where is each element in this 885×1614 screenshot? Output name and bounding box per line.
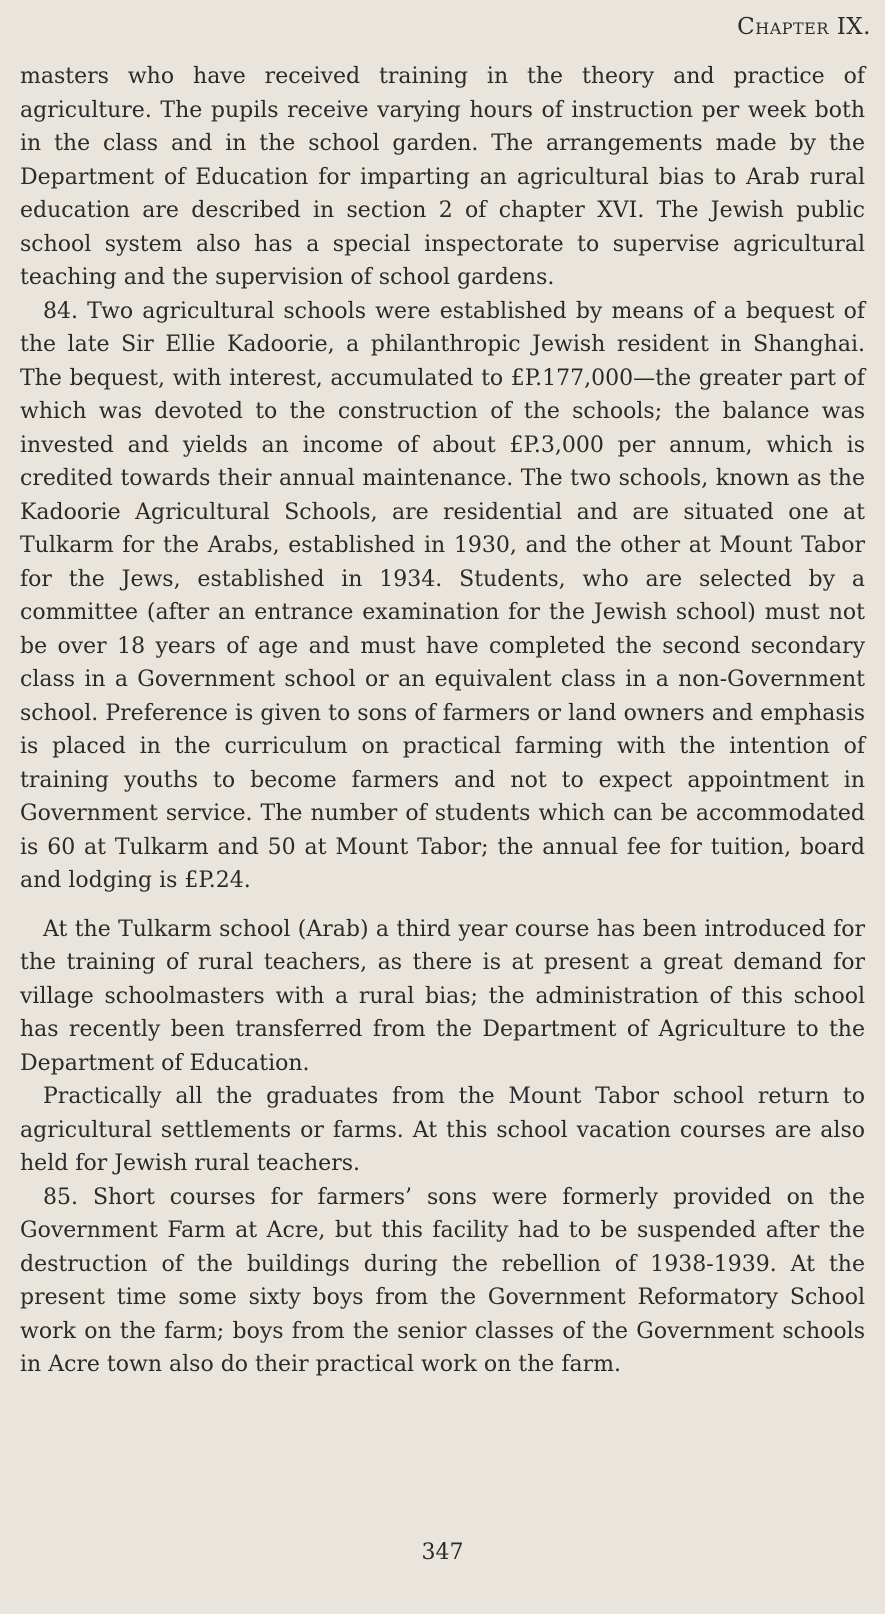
page-number: 347	[421, 1540, 464, 1565]
chapter-heading: Chapter IX.	[737, 14, 871, 40]
paragraph-continuation: masters who have received training in the theory and practice of agriculture. The pupils receive varying hours of instruction per week both in the class and in the school garden. The arrangements made by the Department of Education for imparting an agricultural bias to Arab rural education are described in section 2 of chapter XVI. The Jewish public school system also has a special inspectorate to supervise agricultural teaching and the supervision of school gardens.	[20, 64, 865, 290]
paragraph-84: 84. Two agricultural schools were established by means of a bequest of the late Sir Ellie Kadoorie, a philanthropic Jewish resident in Shanghai. The bequest, with interest, accumulated to £P.177,000—the greater part of which was devoted to the construction of the schools; the balance was invested and yields an income of about £P.3,000 per annum, which is credited towards their annual maintenance. The two schools, known as the Kadoorie Agricultural Schools, are residential and are situated one at Tulkarm for the Arabs, established in 1930, and the other at Mount Tabor for the Jews, established in 1934. Students, who are selected by a committee (after an entrance examination for the Jewish school) must not be over 18 years of age and must have completed the second secondary class in a Government school or an equivalent class in a non-Government school. Preference is given to sons of farmers or land owners and emphasis is placed in the curriculum on practical farming with the intention of training youths to become farmers and not to expect appointment in Government service. The number of students which can be accommodated is 60 at Tulkarm and 50 at Mount Tabor; the annual fee for tuition, board and lodging is £P.24.	[20, 298, 865, 893]
paragraph-mount-tabor-graduates: Practically all the graduates from the Mount Tabor school return to agricultural settlements or farms. At this school vacation courses are also held for Jewish rural teachers.	[20, 1084, 865, 1176]
paragraph-85: 85. Short courses for farmers’ sons were formerly provided on the Government Farm at Acre, but this facility had to be suspended after the destruction of the buildings during the rebellion of 1938-1939. At the present time some sixty boys from the Government Reformatory School work on the farm; boys from the senior classes of the Government schools in Acre town also do their practical work on the farm.	[20, 1184, 865, 1377]
paragraph-tulkarm-course: At the Tulkarm school (Arab) a third year course has been introduced for the training of rural teachers, as there is at present a great demand for village schoolmasters with a rural bias; the administration of this school has recently been transferred from the Department of Agriculture to the Department of Education.	[20, 916, 865, 1076]
body-text	[20, 60, 865, 1382]
